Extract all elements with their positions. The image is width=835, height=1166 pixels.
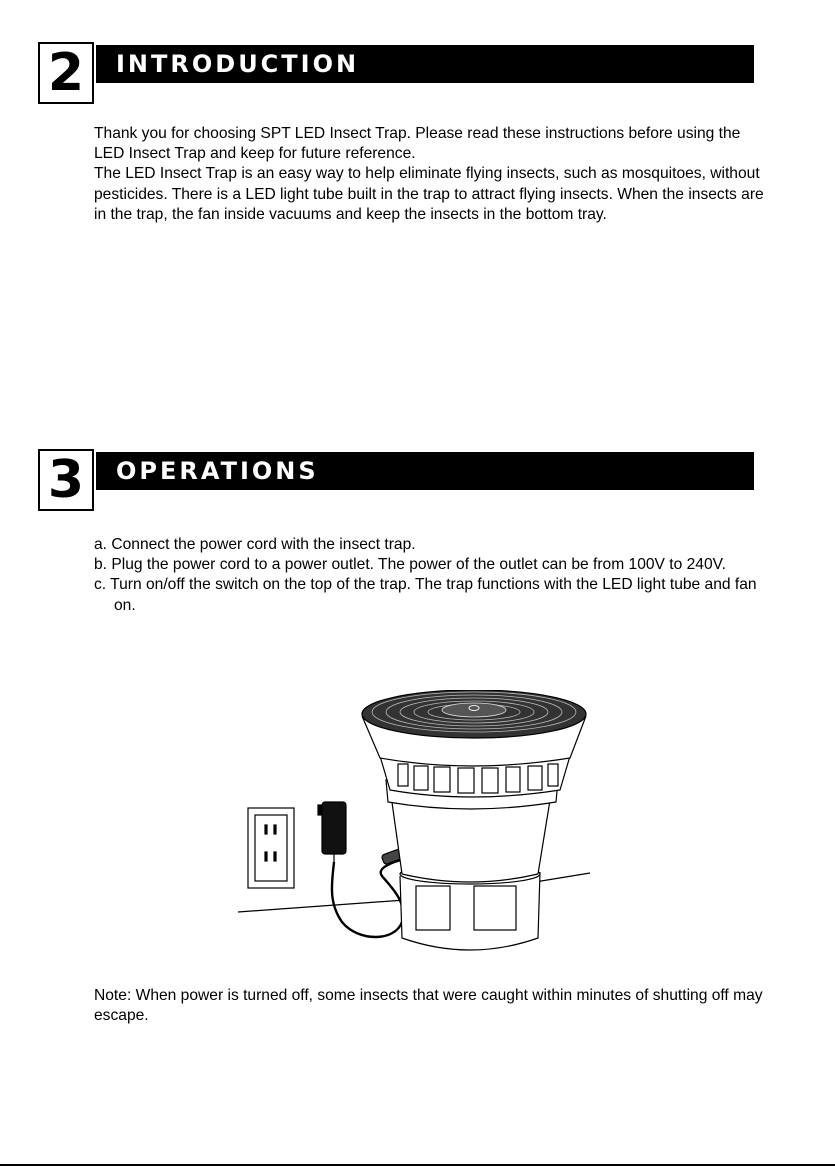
operations-header (38, 449, 754, 515)
floor-line-left (238, 900, 405, 912)
introduction-header (38, 42, 754, 108)
operations-steps (94, 535, 764, 616)
operations-note: Note: When power is turned off, some insects that were caught within minutes of shutting off may escape. (94, 987, 763, 1025)
operation-step-b: b. Plug the power cord to a power outlet. The power of the outlet can be from 100V to 240V. (94, 556, 726, 574)
introduction-title-bar (96, 45, 754, 83)
operation-step-c: c. Turn on/off the switch on the top of the trap. The trap functions with the LED light tube and fan on. (94, 576, 757, 614)
introduction-title: INTRODUCTION (116, 50, 360, 78)
operations-title: OPERATIONS (116, 457, 319, 485)
insect-trap-plugged-in-illustration (230, 690, 600, 955)
section-number-2: 2 (38, 42, 94, 104)
intro-paragraph-1: Thank you for choosing SPT LED Insect Trap. Please read these instructions before using the LED Insect Trap and keep for future reference. (94, 125, 741, 163)
operation-step-a: a. Connect the power cord with the insect trap. (94, 536, 416, 553)
introduction-text (94, 124, 764, 225)
operations-title-bar (96, 452, 754, 490)
wall-outlet-icon (248, 808, 294, 888)
intro-paragraph-2: The LED Insect Trap is an easy way to help eliminate flying insects, such as mosquitoes, without pesticides. There is a LED light tube built in the trap to attract flying insects. When the insects are in the trap, the fan inside vacuums and keep the insects in the bottom tray. (94, 165, 764, 223)
floor-line-right (535, 873, 590, 882)
section-number-3: 3 (38, 449, 94, 511)
power-adapter-icon (318, 802, 346, 862)
power-cord (332, 858, 408, 937)
